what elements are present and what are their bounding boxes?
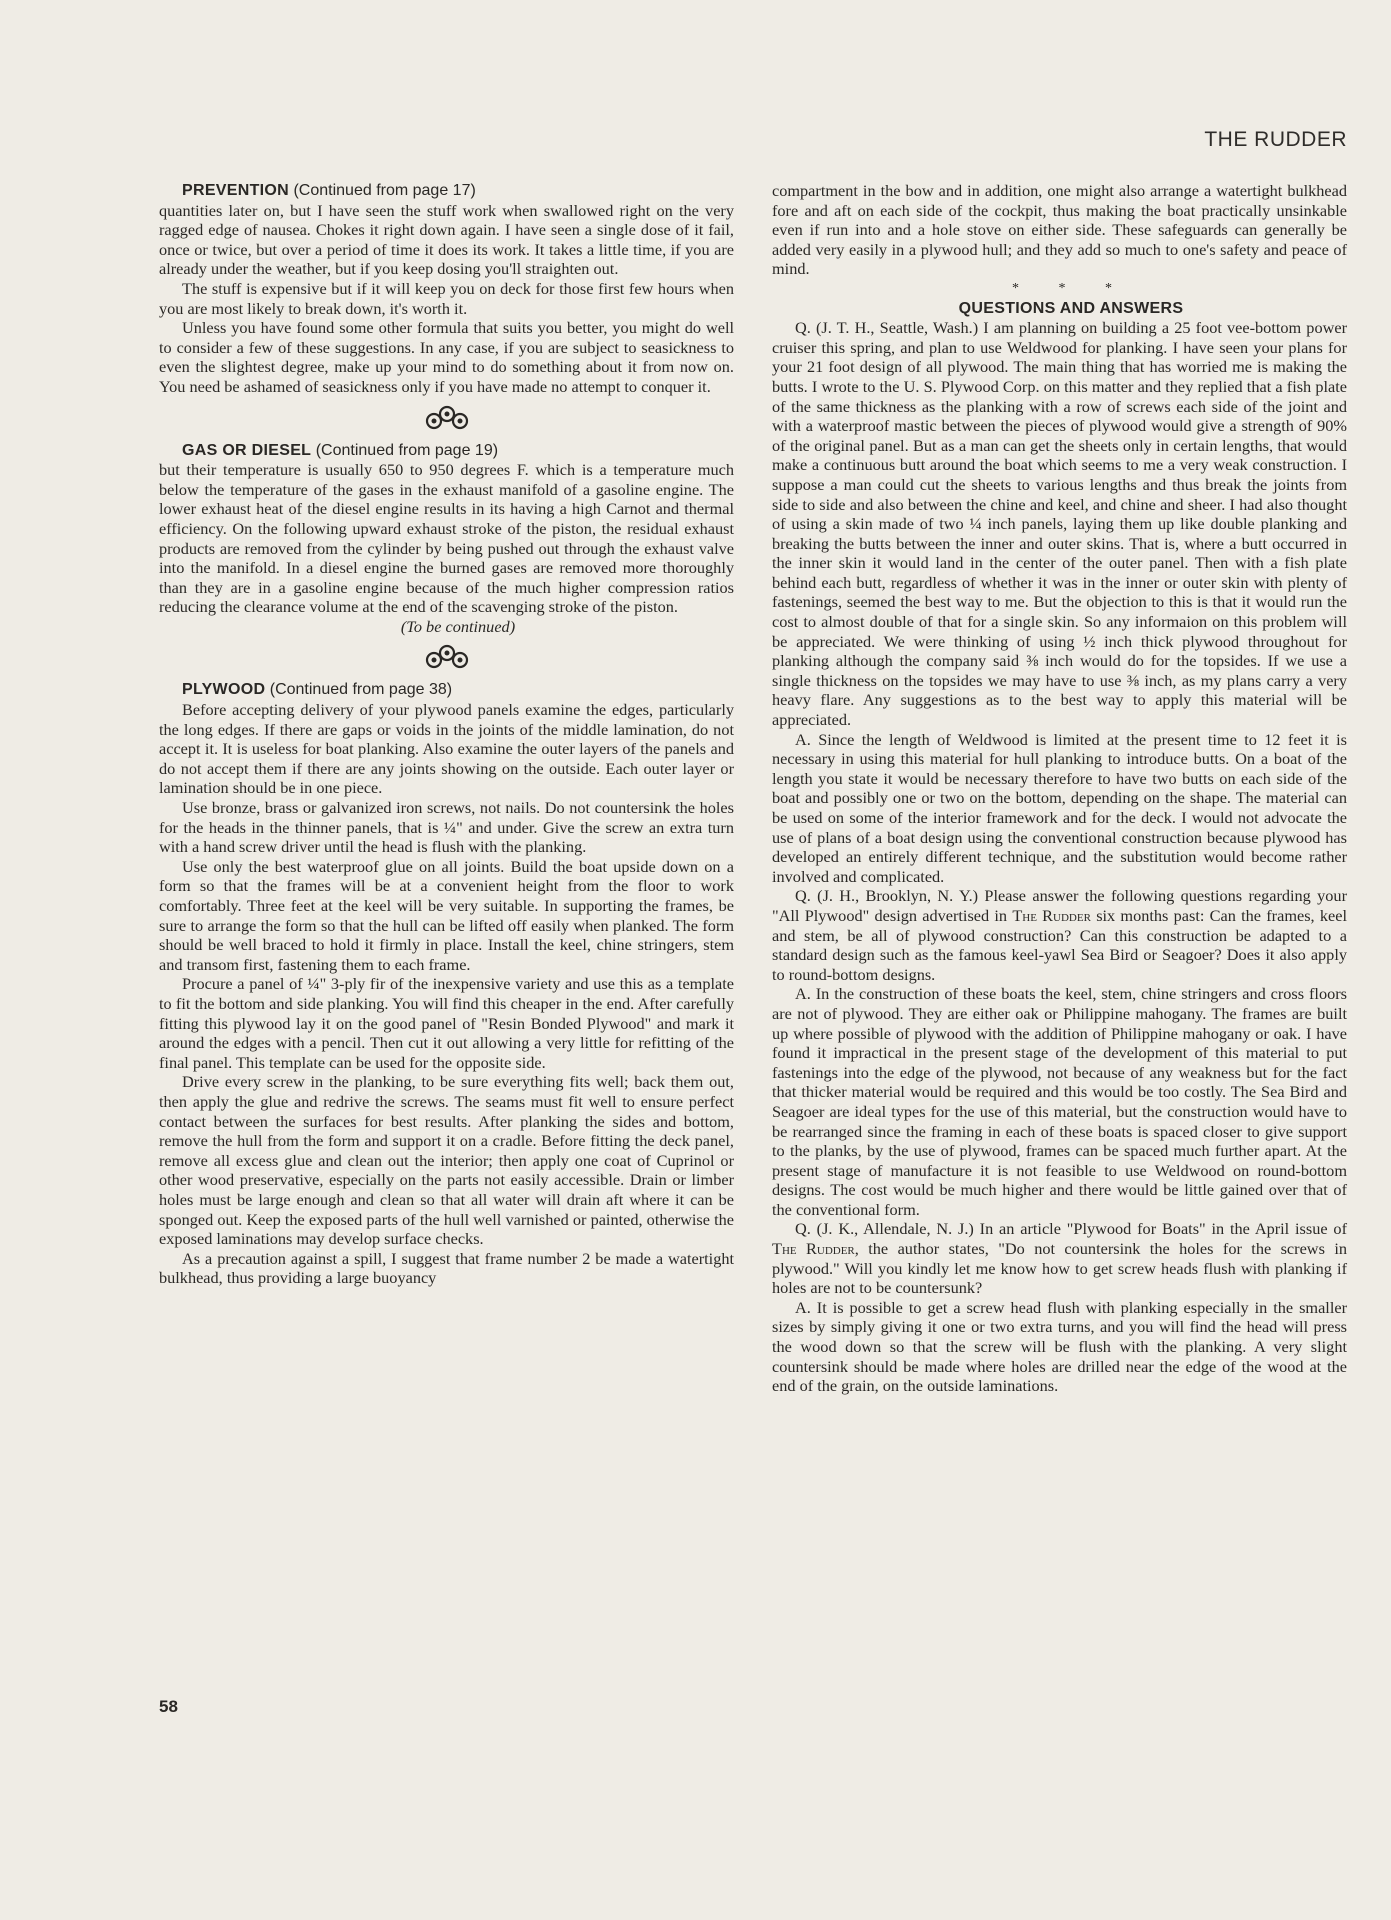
left-column [159, 181, 734, 1288]
section-separator-stars: * * * [1012, 280, 1130, 296]
prevention-paragraph-2: The stuff is expensive but if it will keep you on deck for those first few hours when you are most likely to break down, it's worth it. [159, 278, 734, 318]
question-2-start: Q. (J. H., Brooklyn, N. Y.) Please answer the following questions regarding your "All Plywood" design advertised in [772, 886, 1347, 925]
answer-1: A. Since the length of Weldwood is limited at the present time to 12 feet it is necessary in using this material for hull planking to introduce butts. On a boat of the length you state it would be necessary therefore to have two butts on each side of the boat and possibly one or two on the bottom, depending on the shape. The material can be used on some of the interior framework and for the deck. I would not advocate the use of plans of a boat design using the conventional construction because plywood has developed an entirely different technique, and the substitution would become rather involved and complicated. [772, 729, 1347, 886]
magazine-name: The Rudder [1012, 905, 1091, 925]
plywood-paragraph-2: Use bronze, brass or galvanized iron screws, not nails. Do not countersink the holes for the heads in the thinner panels, that is ¼" and under. Give the screw an extra turn with a hand screw driver until the head is flush with the planking. [159, 798, 734, 857]
question-2-end: six months past: Can the frames, keel and stem, be all of plywood construction? Can this construction be adapted to a standard design such as the famous keel-yawl Sea Bird or Seagoer? Does it also apply to round-bottom designs. [772, 905, 1347, 984]
question-2 [772, 886, 1347, 984]
answer-3: A. It is possible to get a screw head flush with planking especially in the smaller sizes by simply giving it one or two extra turns, and you will find the head will press the wood down so that the screw will be flush with the planking. A very slight countersink should be made where holes are drilled near the edge of the wood at the end of the grain, on the outside laminations. [772, 1297, 1347, 1396]
to-be-continued: (To be continued) [400, 616, 516, 636]
page-number: 58 [159, 1697, 178, 1716]
right-column [772, 181, 1347, 1396]
gas-diesel-heading [159, 441, 734, 461]
answer-2: A. In the construction of these boats the keel, stem, chine stringers and cross floors are not of plywood. They are either oak or Philippine mahogany. The frames are built up where possible of plywood with the addition of Philippine mahogany or oak. I have found it impractical in the present stage of the development of this material to put fastenings into the edge of the plywood, not because of any weakness but for the fact that thicker material would be required and this would be too costly. The Sea Bird and Seagoer are ideal types for the use of this material, but the construction would have to be rearranged since the framing in each of these boats is spaced closer to give support to the planks, by the use of plywood, frames can be spaced much further apart. At the present stage of manufacture it is not feasible to use Weldwood on round-bottom designs. The cost would be much higher and there would be little gained over that of the conventional form. [772, 984, 1347, 1219]
plywood-paragraph-4: Procure a panel of ¼" 3-ply fir of the inexpensive variety and use this as a template to fit the bottom and side planking. You will find this cheaper in the end. After carefully fitting this plywood lay it on the good panel of "Resin Bonded Plywood" and mark it around the edges with a pencil. Then cut it out allowing a very little for refitting of the final panel. This template can be used for the opposite side. [159, 974, 734, 1072]
section-divider-ornament-icon [425, 405, 469, 431]
section-divider-ornament-icon [425, 644, 469, 670]
plywood-paragraph-1: Before accepting delivery of your plywood panels examine the edges, particularly the long edges. If there are gaps or voids in the joints of the middle lamination, do not accept it. It is useless for boat planking. Also examine the outer layers of the panels and do not accept them if there are any joints showing on the outside. Each outer layer or lamination should be in one piece. [159, 700, 734, 798]
question-3-end: , the author states, "Do not countersink the holes for the screws in plywood." Will you kindly let me know how to get screw heads flush with planking if holes are not to be countersunk? [772, 1239, 1347, 1298]
question-3-start: Q. (J. K., Allendale, N. J.) In an article "Plywood for Boats" in the April issue of [795, 1219, 1347, 1239]
question-1: Q. (J. T. H., Seattle, Wash.) I am planning on building a 25 foot vee-bottom power cruiser this spring, and plan to use Weldwood for planking. I have seen your plans for your 21 foot design of all plywood. The main thing that has worried me is making the butts. I wrote to the U. S. Plywood Corp. on this matter and they replied that a fish plate of the same thickness as the planking with a row of screws each side of the joint and with a waterproof mastic between the pieces of plywood would give a strength of 90% of the original panel. But as a man can get the sheets only in certain lengths, that would make a continuous butt around the boat which seems to me a very weak construction. I suppose a man could cut the sheets to various lengths and thus break the joints from side to side and also between the chine and keel, and chine and sheer. I had also thought of using a skin made of two ¼ inch panels, laying them up like double planking and breaking the butts between the inner and outer skins. That is, where a butt occurred in the inner skin it would land in the center of the outer panel. Then with a fish plate behind each butt, regardless of whether it was in the inner or outer skin with plenty of fastenings, seemed the best way to me. But the objection to this is that it would run the cost to almost double of that for a single skin. So any informaion on this problem will be appreciated. We were thinking of using ½ inch thick plywood throughout for planking although the company said ⅜ inch would do for the topsides. If we use a single thickness on the topsides we may have to use ⅜ inch, as my plans carry a very heavy flare. Any suggestions as to the best way to apply this material will be appreciated. [772, 318, 1347, 730]
magazine-name: The Rudder [772, 1239, 855, 1259]
running-head: THE RUDDER [1204, 128, 1347, 151]
plywood-paragraph-3: Use only the best waterproof glue on all joints. Build the boat upside down on a form so that the frames will be at a convenient height from the floor to work comfortably. Three feet at the keel will be very suitable. In supporting the frames, be sure to arrange the form so that the hull can be lifted off easily when planked. The form should be well braced to hold it firmly in place. Install the keel, chine stringers, stem and transom first, fastening them to each frame. [159, 856, 734, 974]
plywood-paragraph-7: compartment in the bow and in addition, one might also arrange a watertight bulkhead fore and aft on each side of the cockpit, thus making the boat practically unsinkable even if run into and a hole stove on either side. These safeguards can generally be added very easily in a plywood hull; and they add so much to one's safety and peace of mind. [772, 181, 1347, 279]
plywood-paragraph-6: As a precaution against a spill, I suggest that frame number 2 be made a watertight bulkhead, thus providing a large buoyancy [159, 1248, 734, 1288]
prevention-continued: (Continued from page 17) [293, 182, 476, 199]
prevention-paragraph-1: quantities later on, but I have seen the stuff work when swallowed right on the very ragged edge of nausea. Chokes it right down again. I have seen a single dose of it fail, once or twice, but over a period of time it does its work. It takes a little time, if you are already under the weather, but if you keep dosing you'll straighten out. [159, 200, 734, 279]
prevention-paragraph-3: Unless you have found some other formula that suits you better, you might do well to consider a few of these suggestions. In any case, if you are subject to seasickness to even the slightest degree, make up your mind to do something about it from now on. You need be ashamed of seasickness only if you have made no attempt to conquer it. [159, 318, 734, 396]
gas-diesel-title: GAS OR DIESEL [182, 441, 312, 459]
qa-heading: QUESTIONS AND ANSWERS [958, 299, 1184, 317]
prevention-heading [159, 181, 734, 201]
prevention-title: PREVENTION [182, 182, 290, 199]
gas-diesel-continued: (Continued from page 19) [315, 441, 499, 459]
plywood-paragraph-5: Drive every screw in the planking, to be sure everything fits well; back them out, then apply the glue and redrive the screws. The seams must fit well to ensure perfect contact between the surfaces for best results. After planking the sides and bottom, remove the hull from the form and support it on a cradle. Before fitting the deck panel, remove all excess glue and clean out the interior; then apply one coat of Cuprinol or other wood preservative, especially on the parts not easily accessible. Drain or limber holes must be large enough and clean so that all water will drain aft where it can be sponged out. Keep the exposed parts of the hull well varnished or painted, otherwise the exposed laminations may develop surface checks. [159, 1072, 734, 1249]
question-3 [772, 1219, 1347, 1297]
plywood-heading [159, 680, 734, 700]
plywood-continued: (Continued from page 38) [269, 681, 453, 699]
gas-diesel-paragraph-1: but their temperature is usually 650 to 950 degrees F. which is a temperature much below the temperature of the gases in the exhaust manifold of a gasoline engine. The lower exhaust heat of the diesel engine results in its having a high Carnot and thermal efficiency. On the following upward exhaust stroke of the piston, the residual exhaust products are removed from the cylinder by being pushed out through the exhaust valve into the manifold. In a diesel engine the burned gases are removed more thoroughly than they are in a gasoline engine because of the much higher compression ratios reducing the clearance volume at the end of the scavenging stroke of the piston. [159, 460, 734, 617]
plywood-title: PLYWOOD [182, 681, 266, 699]
